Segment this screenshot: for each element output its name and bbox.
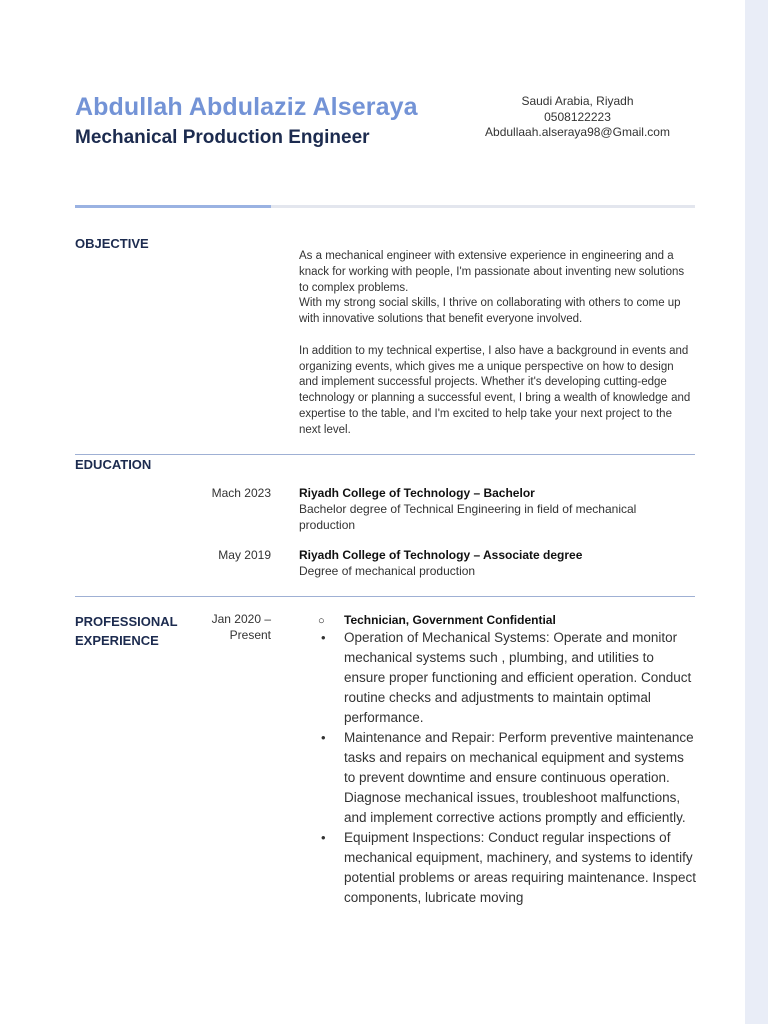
education-date-2: May 2019 xyxy=(218,548,271,562)
contact-phone: 0508122223 xyxy=(544,109,611,124)
section-divider xyxy=(75,454,695,455)
bullet-icon: • xyxy=(321,830,326,845)
experience-heading: PROFESSIONAL EXPERIENCE xyxy=(75,614,178,648)
bullet-icon: • xyxy=(321,730,326,745)
list-item xyxy=(318,728,698,828)
education-heading-1: Riyadh College of Technology – Bachelor xyxy=(299,486,535,500)
education-heading-2: Riyadh College of Technology – Associate degree xyxy=(299,548,583,562)
list-item xyxy=(318,628,698,728)
objective-paragraph-2: With my strong social skills, I thrive on collaborating with others to come up with innovative solutions that benefit everyone involved. xyxy=(299,297,681,326)
section-divider xyxy=(75,596,695,597)
candidate-role: Mechanical Production Engineer xyxy=(75,127,370,148)
contact-block xyxy=(470,94,685,141)
job-title: Technician, Government Confidential xyxy=(344,613,556,627)
bullet-text: Equipment Inspections: Conduct regular inspections of mechanical equipment, machinery, and systems to identify potential problems or areas requiring maintenance. Inspect components, lubricate moving xyxy=(344,830,696,905)
list-item xyxy=(318,828,698,908)
header-rule-accent xyxy=(75,205,271,208)
objective-paragraph-1: As a mechanical engineer with extensive experience in engineering and a knack for working with people, I'm passionate about inventing new solutions to complex problems. xyxy=(299,250,685,294)
contact-location: Saudi Arabia, Riyadh xyxy=(521,94,634,108)
contact-email: Abdullaah.alseraya98@Gmail.com xyxy=(485,125,670,139)
bullet-text: Maintenance and Repair: Perform preventive maintenance tasks and repairs on mechanical equipment and systems to prevent downtime and ensure continuous operation. Diagnose mechanical issues, troubleshoot malfunctions, and implement corrective actions promptly and efficiently. xyxy=(344,730,694,825)
objective-paragraph-3: In addition to my technical expertise, I also have a background in events and organizing events, which gives me a unique perspective on how to design and implement successful projects. Whether it's developing cutting-edge technology or planning a successful event, I bring a wealth of knowledge and expertise to the table, and I'm excited to help take your next project to the next level. xyxy=(299,344,691,436)
education-detail-2: Degree of mechanical production xyxy=(299,563,476,578)
education-date-1: Mach 2023 xyxy=(211,486,271,500)
candidate-name: Abdullah Abdulaziz Alseraya xyxy=(75,93,418,121)
page-side-strip xyxy=(745,0,768,1024)
bullet-icon: • xyxy=(321,630,326,645)
experience-date: Jan 2020 – Present xyxy=(211,612,271,642)
experience-bullet-list xyxy=(318,628,698,908)
objective-text xyxy=(299,249,695,439)
education-entry-1 xyxy=(299,486,695,533)
bullet-text: Operation of Mechanical Systems: Operate and monitor mechanical systems such , plumbing, and utilities to ensure proper functioning and efficient operation. Conduct routine checks and adjustments to maintain optimal performance. xyxy=(344,630,692,725)
education-entry-2 xyxy=(299,548,695,580)
education-heading: EDUCATION xyxy=(75,457,152,472)
job-heading xyxy=(318,612,698,629)
objective-heading: OBJECTIVE xyxy=(75,236,149,251)
education-detail-1: Bachelor degree of Technical Engineering in field of mechanical production xyxy=(299,501,637,532)
circle-bullet-icon: ○ xyxy=(318,615,325,627)
